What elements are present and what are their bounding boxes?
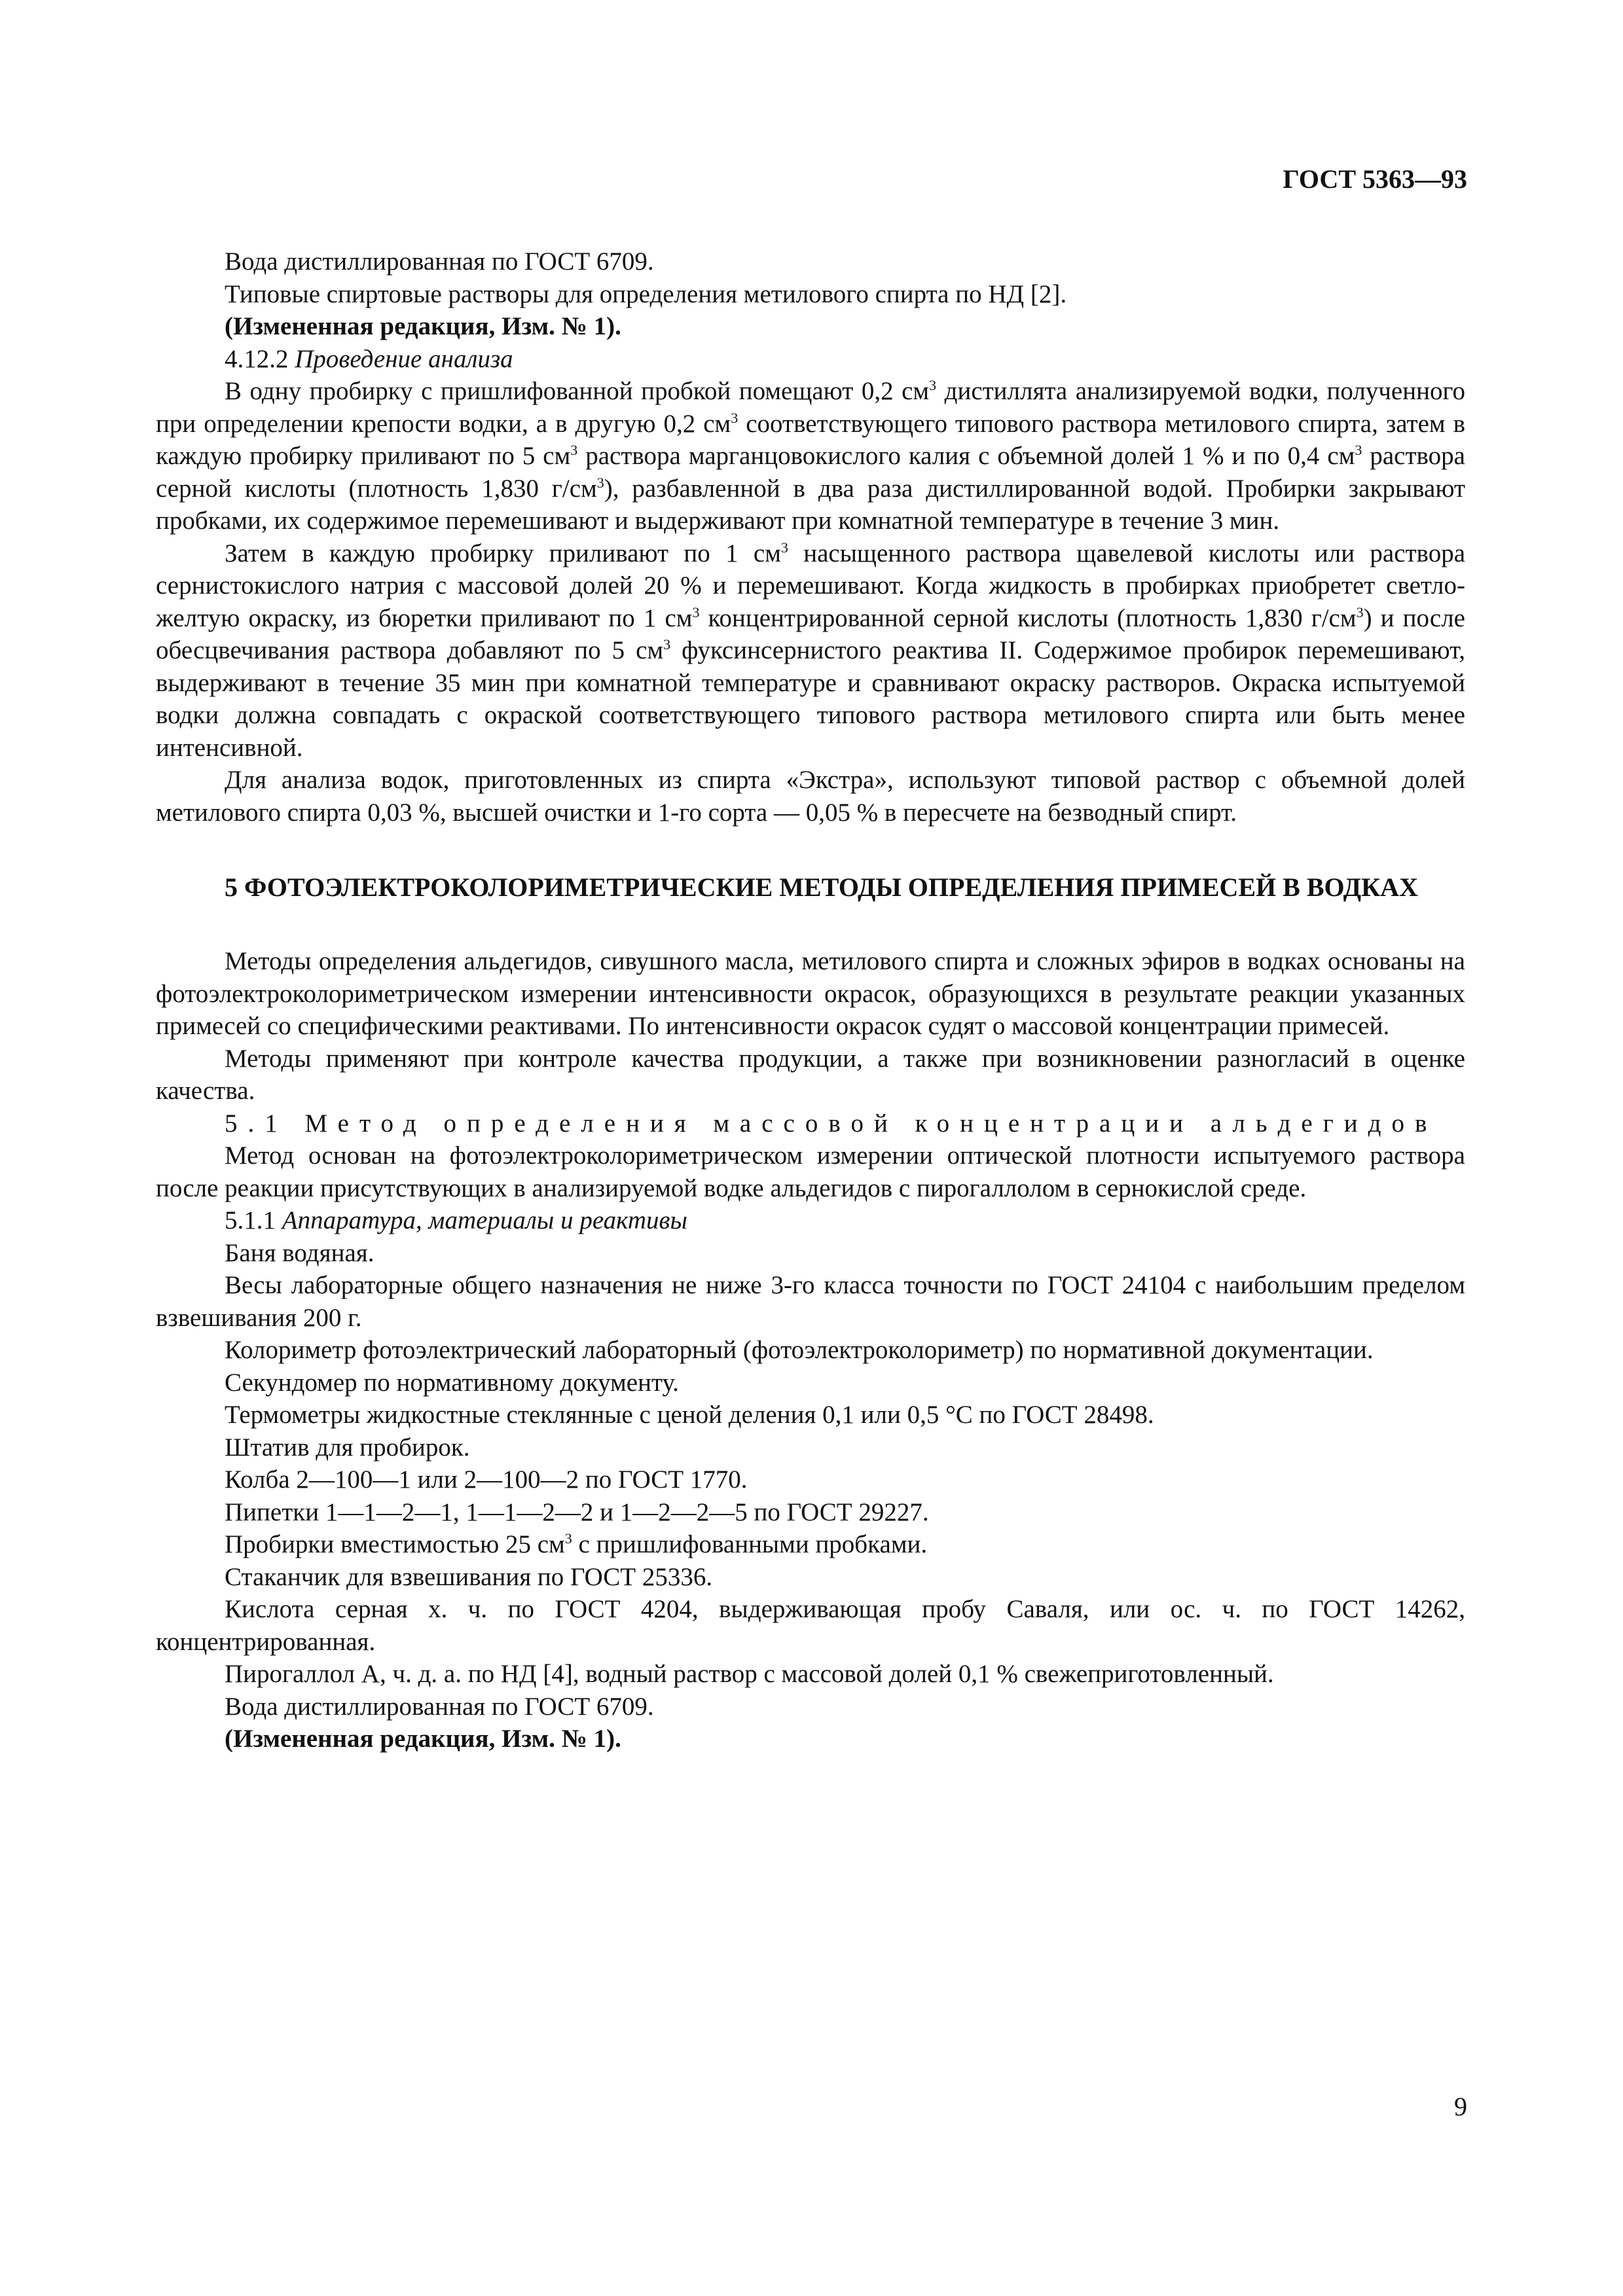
analysis-paragraph-3: Для анализа водок, приготовленных из спирта «Экстра», используют типовой раствор с объемной долей метилового спирта 0,03 %, высшей очистки и 1-го сорта — 0,05 % в пересчете на безводный спирт. (156, 766, 1465, 827)
equipment-item: Пипетки 1—1—2—1, 1—1—2—2 и 1—2—2—5 по ГОСТ 29227. (225, 1498, 929, 1526)
text-run: раствора серной кислоты (плотность 1,830 г/см (156, 442, 1465, 503)
superscript: 3 (570, 442, 578, 458)
revision-note: (Измененная редакция, Изм. № 1). (225, 312, 621, 340)
page-number: 9 (1454, 2092, 1467, 2121)
subsection-4-12-2 (156, 343, 1465, 376)
subsection-5-1-1 (156, 1204, 1465, 1237)
text-run: ) и после обесцвечивания раствора добавляют по 5 см (156, 603, 1465, 664)
section-5-intro-2: Методы применяют при контроле качества продукции, а также при возникновении разногласий в оценке качества. (156, 1044, 1465, 1105)
equipment-item: Вода дистиллированная по ГОСТ 6709. (225, 1692, 654, 1721)
equipment-item: Стаканчик для взвешивания по ГОСТ 25336. (225, 1562, 713, 1591)
equipment-item (156, 1528, 1465, 1561)
text-run: Затем в каждую пробирку приливают по 1 см (225, 539, 781, 567)
equipment-item: Колба 2—100—1 или 2—100—2 по ГОСТ 1770. (225, 1465, 748, 1494)
superscript: 3 (929, 377, 937, 393)
subsection-title: Проведение анализа (295, 344, 513, 373)
typical-solutions-line: Типовые спиртовые растворы для определения метилового спирта по НД [2]. (225, 279, 1067, 308)
analysis-paragraph-1 (156, 375, 1465, 537)
text-run: насыщенного раствора щавелевой кислоты или раствора сернистокислого натрия с массовой долей 20 % и перемешивают. Когда жидкость в пробирках приобретет светло-желтую окраску, из бюретки приливают по 1 см (156, 539, 1466, 632)
superscript: 3 (564, 1530, 572, 1547)
text-run: В одну пробирку с пришлифованной пробкой помещают 0,2 см (225, 377, 930, 405)
subsection-title: Аппаратура, материалы и реактивы (282, 1206, 687, 1234)
text-run: соответствующего типового раствора метилового спирта, затем в каждую пробирку приливают по 5 см (156, 409, 1465, 470)
subsection-number: 5.1.1 (225, 1206, 282, 1234)
equipment-item: Пирогаллол А, ч. д. а. по НД [4], водный раствор с массовой долей 0,1 % свежеприготовленный. (225, 1660, 1274, 1688)
equipment-item: Кислота серная х. ч. по ГОСТ 4204, выдерживающая пробу Саваля, или ос. ч. по ГОСТ 14262, концентрированная. (156, 1595, 1465, 1656)
superscript: 3 (731, 409, 739, 426)
equipment-item: Термометры жидкостные стеклянные с ценой деления 0,1 или 0,5 °С по ГОСТ 28498. (225, 1401, 1154, 1429)
text-run: концентрированной серной кислоты (плотность 1,830 г/см (699, 603, 1357, 632)
revision-note: (Измененная редакция, Изм. № 1). (225, 1725, 621, 1753)
subsection-number: 4.12.2 (225, 344, 295, 373)
superscript: 3 (780, 539, 788, 556)
subsection-5-1-title: 5.1 Метод определения массовой концентрации альдегидов (225, 1109, 1438, 1138)
document-header: ГОСТ 5363—93 (1283, 164, 1467, 194)
water-line: Вода дистиллированная по ГОСТ 6709. (225, 247, 654, 276)
equipment-item: Штатив для пробирок. (225, 1433, 470, 1462)
equipment-item: Баня водяная. (225, 1238, 374, 1267)
superscript: 3 (663, 636, 671, 653)
equipment-item: Весы лабораторные общего назначения не ниже 3-го класса точности по ГОСТ 24104 с наибольшим пределом взвешивания 200 г. (156, 1271, 1465, 1332)
equipment-item: Колориметр фотоэлектрический лабораторный (фотоэлектроколориметр) по нормативной документации. (225, 1336, 1374, 1364)
analysis-paragraph-2 (156, 537, 1465, 764)
document-body (156, 245, 1465, 1755)
section-5-intro-1: Методы определения альдегидов, сивушного масла, метилового спирта и сложных эфиров в водках основаны на фотоэлектроколориметрическом измерении интенсивности окрасок, образующихся в результате реакции указанных примесей со специфическими реактивами. По интенсивности окрасок судят о массовой концентрации примесей. (156, 947, 1465, 1040)
method-principle: Метод основан на фотоэлектроколориметрическом измерении оптической плотности испытуемого раствора после реакции присутствующих в анализируемой водке альдегидов с пирогаллолом в сернокислой среде. (156, 1141, 1465, 1202)
text-run: Пробирки вместимостью 25 см (225, 1530, 565, 1558)
superscript: 3 (1355, 442, 1362, 458)
superscript: 3 (692, 603, 700, 620)
superscript: 3 (1356, 603, 1364, 620)
text-run: дистиллята анализируемой водки, полученного при определении крепости водки, а в другую 0,2 см (156, 377, 1465, 438)
text-run: ), разбавленной в два раза дистиллированной водой. Пробирки закрывают пробками, их содержимое перемешивают и выдерживают при комнатной температуре в течение 3 мин. (156, 474, 1465, 535)
section-5-heading: 5 ФОТОЭЛЕКТРОКОЛОРИМЕТРИЧЕСКИЕ МЕТОДЫ ОПРЕДЕЛЕНИЯ ПРИМЕСЕЙ В ВОДКАХ (225, 872, 1418, 902)
superscript: 3 (596, 474, 604, 491)
text-run: фуксинсернистого реактива II. Содержимое пробирок перемешивают, выдерживают в течение 35 мин при комнатной температуре и сравнивают окраску растворов. Окраска испытуемой водки должна совпадать с окраской соответствующего типового раствора метилового спирта или быть менее интенсивной. (156, 636, 1466, 762)
text-run: раствора марганцовокислого калия с объемной долей 1 % и по 0,4 см (577, 442, 1355, 470)
equipment-item: Секундомер по нормативному документу. (225, 1368, 679, 1397)
text-run: с пришлифованными пробками. (572, 1530, 928, 1558)
